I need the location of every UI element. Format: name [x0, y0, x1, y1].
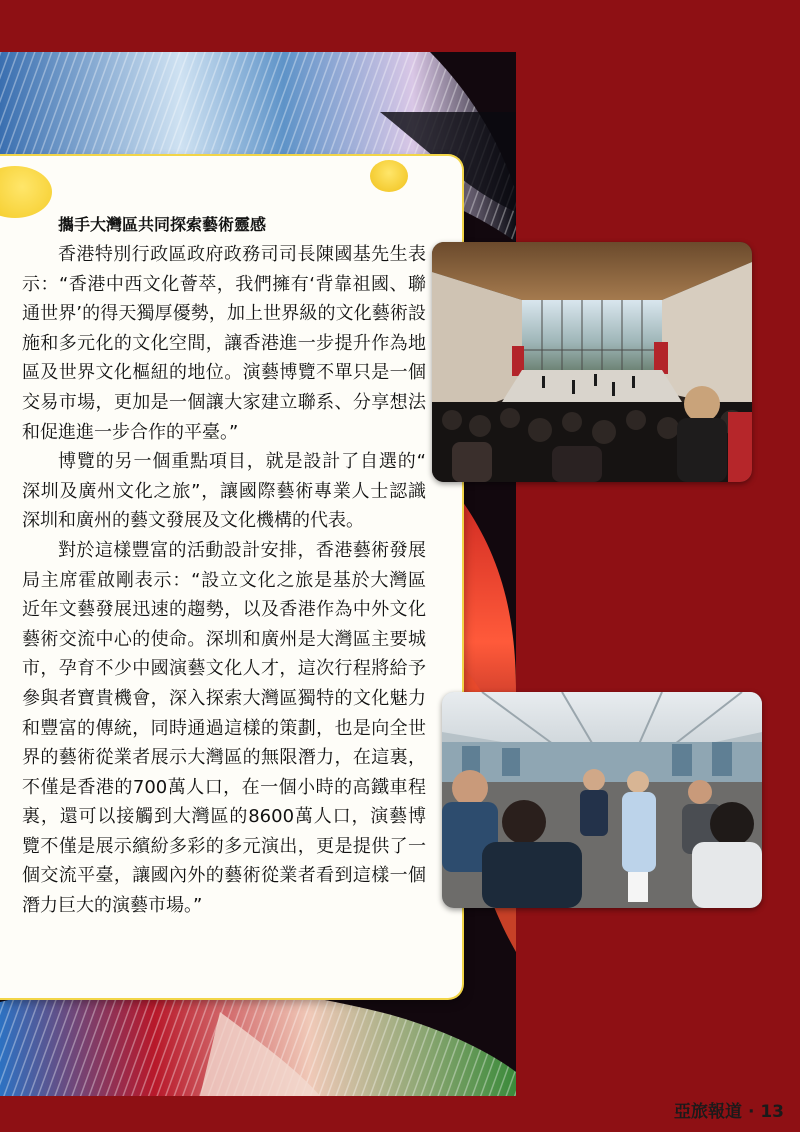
article-paragraph: 香港特別行政區政府政務司司長陳國基先生表示：“香港中西文化薈萃，我們擁有‘背靠祖國、聯通世界’的得天獨厚優勢，加上世界級的文化藝術設施和多元化的文化空間，讓香港進一步提升作為地區及世界文化樞紐的地位。演藝博覽不單只是一個交易市場，更加是一個讓大家建立聯系、分享想法和促進進一步合作的平臺。”: [22, 244, 426, 443]
yellow-decoration-circle: [370, 160, 408, 192]
article-body: [22, 212, 426, 921]
page-footer: 亞旅報道 · 13: [674, 1102, 784, 1122]
article-card: [0, 156, 462, 998]
yellow-decoration-circle: [0, 166, 52, 218]
article-heading: 攜手大灣區共同探索藝術靈感: [58, 215, 267, 234]
article-paragraph: 博覽的另一個重點項目，就是設計了自選的“深圳及廣州文化之旅”，讓國際藝術專業人士認識深圳和廣州的藝文發展及文化機構的代表。: [22, 451, 426, 532]
theatre-performance-photo: [432, 242, 752, 482]
networking-event-photo: [442, 692, 762, 908]
article-paragraph: 對於這樣豐富的活動設計安排，香港藝術發展局主席霍啟剛表示：“設立文化之旅是基於大灣區近年文藝發展迅速的趨勢，以及香港作為中外文化藝術交流中心的使命。深圳和廣州是大灣區主要城市，孕育不少中國演藝文化人才，這次行程將給予參與者寶貴機會，深入探索大灣區獨特的文化魅力和豐富的傳統，同時通過這樣的策劃，也是向全世界的藝術從業者展示大灣區的無限潛力，在這裏，不僅是香港的700萬人口，在一個小時的高鐵車程裏，還可以接觸到大灣區的8600萬人口，演藝博覽不僅是展示繽紛多彩的多元演出，更是提供了一個交流平臺，讓國內外的藝術從業者看到這樣一個潛力巨大的演藝市場。”: [22, 539, 426, 917]
